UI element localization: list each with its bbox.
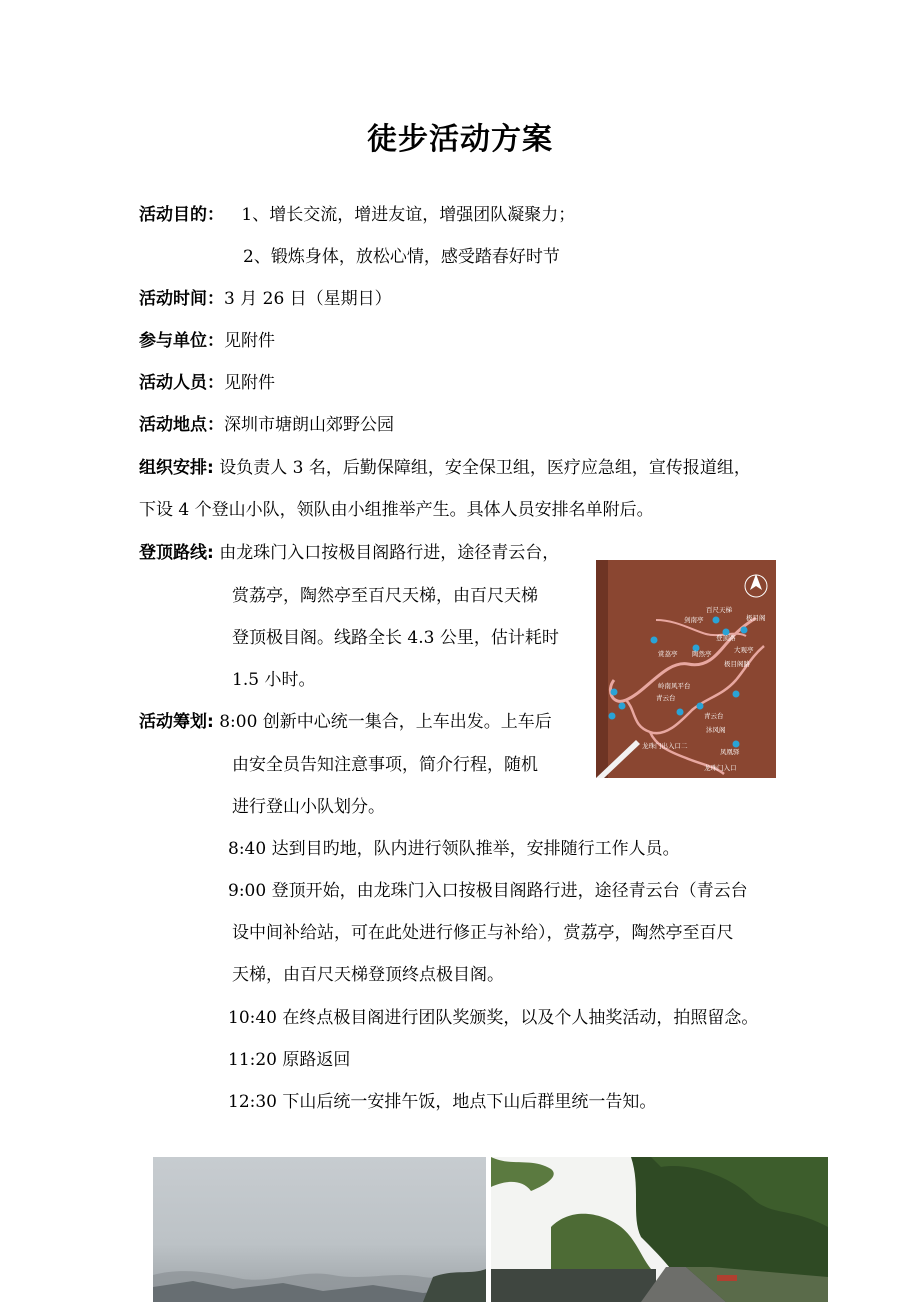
plan-line-7: 天梯，由百尺天梯登顶终点极目阁。	[232, 965, 504, 985]
org-label: 组织安排:	[139, 458, 214, 478]
map-label: 青云台	[656, 694, 676, 702]
route-line-2: 赏荔亭，陶然亭至百尺天梯，由百尺天梯	[232, 586, 538, 606]
forest-road-photo	[491, 1157, 828, 1302]
route-line-3: 登顶极目阁。线路全长 4.3 公里，估计耗时	[232, 628, 559, 648]
plan-line-2: 由安全员告知注意事项，简介行程，随机	[232, 755, 538, 775]
map-label: 赏荔亭	[658, 650, 678, 658]
time-label: 活动时间：	[139, 289, 224, 309]
map-label: 岭南风平台	[658, 682, 691, 690]
place-label: 活动地点：	[139, 415, 224, 435]
people-row	[139, 371, 275, 395]
forest-road-graphic	[491, 1157, 828, 1302]
purpose-label: 活动目的：	[139, 205, 224, 225]
purpose-item-2: 2、锻炼身体，放松心情，感受踏春好时节	[243, 247, 560, 267]
plan-line-6: 设中间补给站，可在此处进行修正与补给），赏荔亭，陶然亭至百尺	[232, 923, 734, 943]
page-title: 徒步活动方案	[367, 122, 553, 157]
route-label: 登顶路线:	[139, 543, 214, 563]
map-label: 龙珠门入口	[704, 764, 737, 772]
plan-row	[139, 710, 552, 734]
org-line-1: 设负责人 3 名，后勤保障组，安全保卫组，医疗应急组，宣传报道组，	[213, 458, 751, 478]
misty-mountain-graphic	[153, 1157, 486, 1302]
map-label: 大观亭	[734, 646, 754, 654]
people-label: 活动人员：	[139, 373, 224, 393]
org-line-2: 下设 4 个登山小队，领队由小组推举产生。具体人员安排名单附后。	[139, 500, 654, 520]
plan-line-3: 进行登山小队划分。	[232, 797, 385, 817]
map-label: 龙珠门出入口二	[642, 742, 688, 750]
map-label: 剑南亭	[684, 616, 704, 624]
trail-map-image	[596, 560, 776, 778]
map-label: 百尺天梯	[706, 606, 732, 614]
plan-label: 活动筹划:	[139, 712, 214, 732]
plan-line-1: 8:00 创新中心统一集合，上车出发。上车后	[213, 712, 552, 732]
purpose-row	[139, 203, 575, 227]
plan-line-9: 11:20 原路返回	[228, 1050, 351, 1070]
map-label: 登顶路	[716, 634, 736, 642]
trail-map-graphic	[596, 560, 776, 778]
purpose-item-1: 1、增长交流，增进友谊，增强团队凝聚力；	[241, 205, 576, 225]
misty-mountain-photo	[153, 1157, 486, 1302]
map-label: 凤凰驿	[720, 748, 740, 756]
map-label: 极目阁路	[724, 660, 750, 668]
route-line-4: 1.5 小时。	[232, 670, 316, 690]
time-row	[139, 287, 392, 311]
map-label: 青云台	[704, 712, 724, 720]
time-value: 3 月 26 日（星期日）	[224, 289, 392, 309]
plan-line-10: 12:30 下山后统一安排午饭，地点下山后群里统一告知。	[228, 1092, 657, 1112]
route-row	[139, 541, 559, 565]
place-value: 深圳市塘朗山郊野公园	[224, 415, 394, 435]
units-label: 参与单位：	[139, 331, 224, 351]
map-label: 极目阁	[746, 614, 766, 622]
plan-line-4: 8:40 达到目旳地，队内进行领队推举，安排随行工作人员。	[228, 839, 680, 859]
units-row	[139, 329, 275, 353]
plan-line-8: 10:40 在终点极目阁进行团队奖颁奖，以及个人抽奖活动，拍照留念。	[228, 1008, 759, 1028]
org-row	[139, 456, 751, 480]
map-label: 沐风阁	[706, 726, 726, 734]
plan-line-5: 9:00 登顶开始，由龙珠门入口按极目阁路行进，途径青云台（青云台	[228, 881, 748, 901]
route-line-1: 由龙珠门入口按极目阁路行进，途径青云台，	[213, 543, 560, 563]
map-label: 陶然亭	[692, 650, 712, 658]
place-row	[139, 413, 394, 437]
people-value: 见附件	[224, 373, 275, 393]
units-value: 见附件	[224, 331, 275, 351]
